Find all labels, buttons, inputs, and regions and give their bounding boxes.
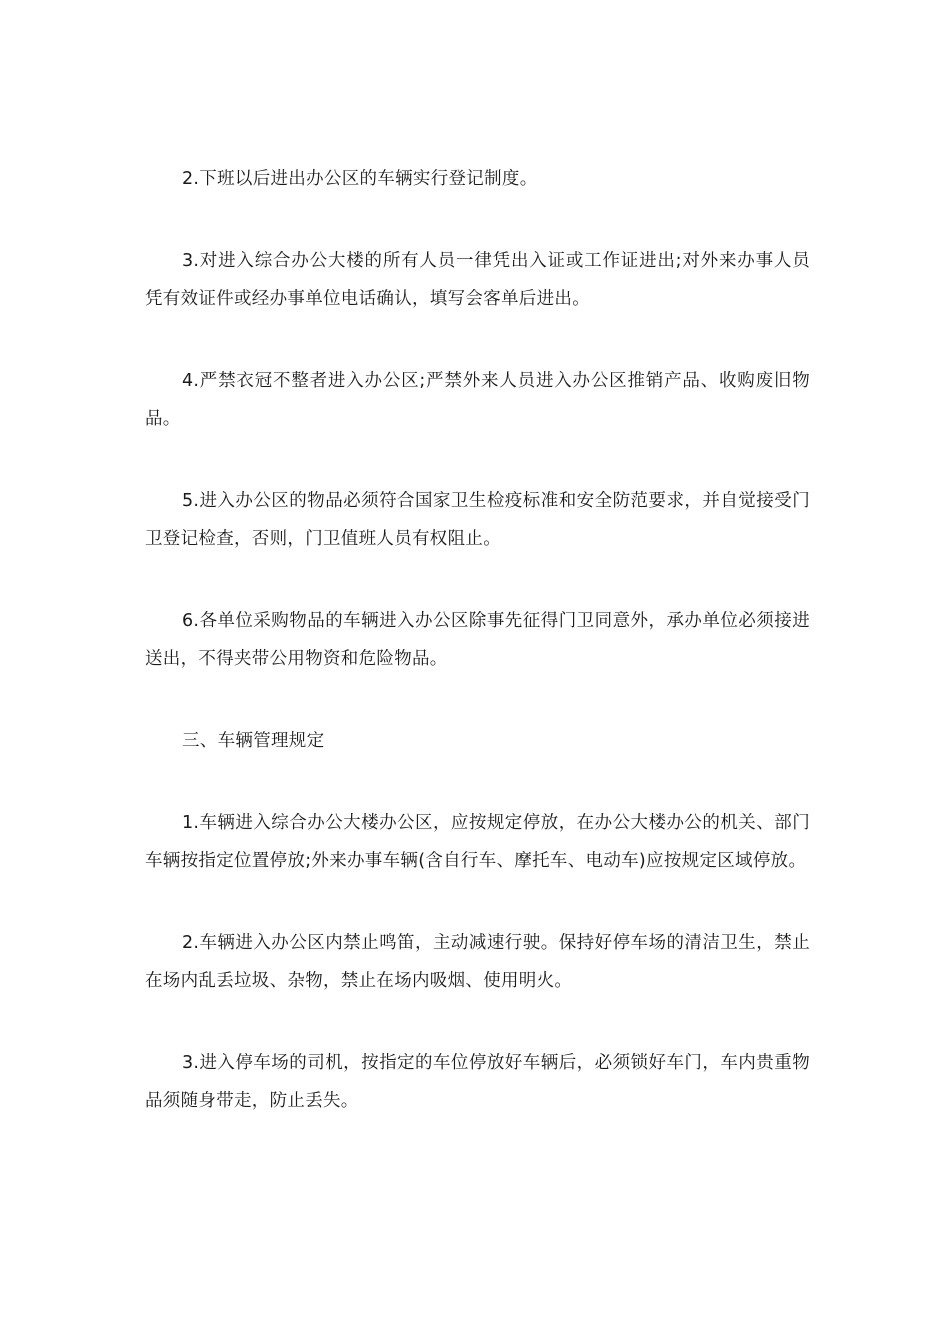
paragraph-lock-vehicle: 3.进入停车场的司机，按指定的车位停放好车辆后，必须锁好车门，车内贵重物品须随身带走，防止丢失。: [145, 1053, 810, 1111]
paragraph-dress-code: 4.严禁衣冠不整者进入办公区;严禁外来人员进入办公区推销产品、收购废旧物品。: [145, 371, 810, 429]
paragraph-purchase-vehicles: 6.各单位采购物品的车辆进入办公区除事先征得门卫同意外，承办单位必须接进送出，不得夹带公用物资和危险物品。: [145, 611, 810, 669]
paragraph-personnel-access: 3.对进入综合办公大楼的所有人员一律凭出入证或工作证进出;对外来办事人员凭有效证件或经办事单位电话确认，填写会客单后进出。: [145, 251, 810, 309]
paragraph-vehicle-registration: 2.下班以后进出办公区的车辆实行登记制度。: [182, 169, 538, 189]
section-heading-vehicle-rules: 三、车辆管理规定: [182, 731, 325, 751]
paragraph-parking-rules: 1.车辆进入综合办公大楼办公区，应按规定停放，在办公大楼办公的机关、部门车辆按指定位置停放;外来办事车辆(含自行车、摩托车、电动车)应按规定区域停放。: [145, 813, 810, 871]
paragraph-no-honking: 2.车辆进入办公区内禁止鸣笛，主动减速行驶。保持好停车场的清洁卫生，禁止在场内乱丢垃圾、杂物，禁止在场内吸烟、使用明火。: [145, 933, 810, 991]
document-body: [145, 160, 810, 1120]
paragraph-goods-inspection: 5.进入办公区的物品必须符合国家卫生检疫标准和安全防范要求，并自觉接受门卫登记检查，否则，门卫值班人员有权阻止。: [145, 491, 810, 549]
